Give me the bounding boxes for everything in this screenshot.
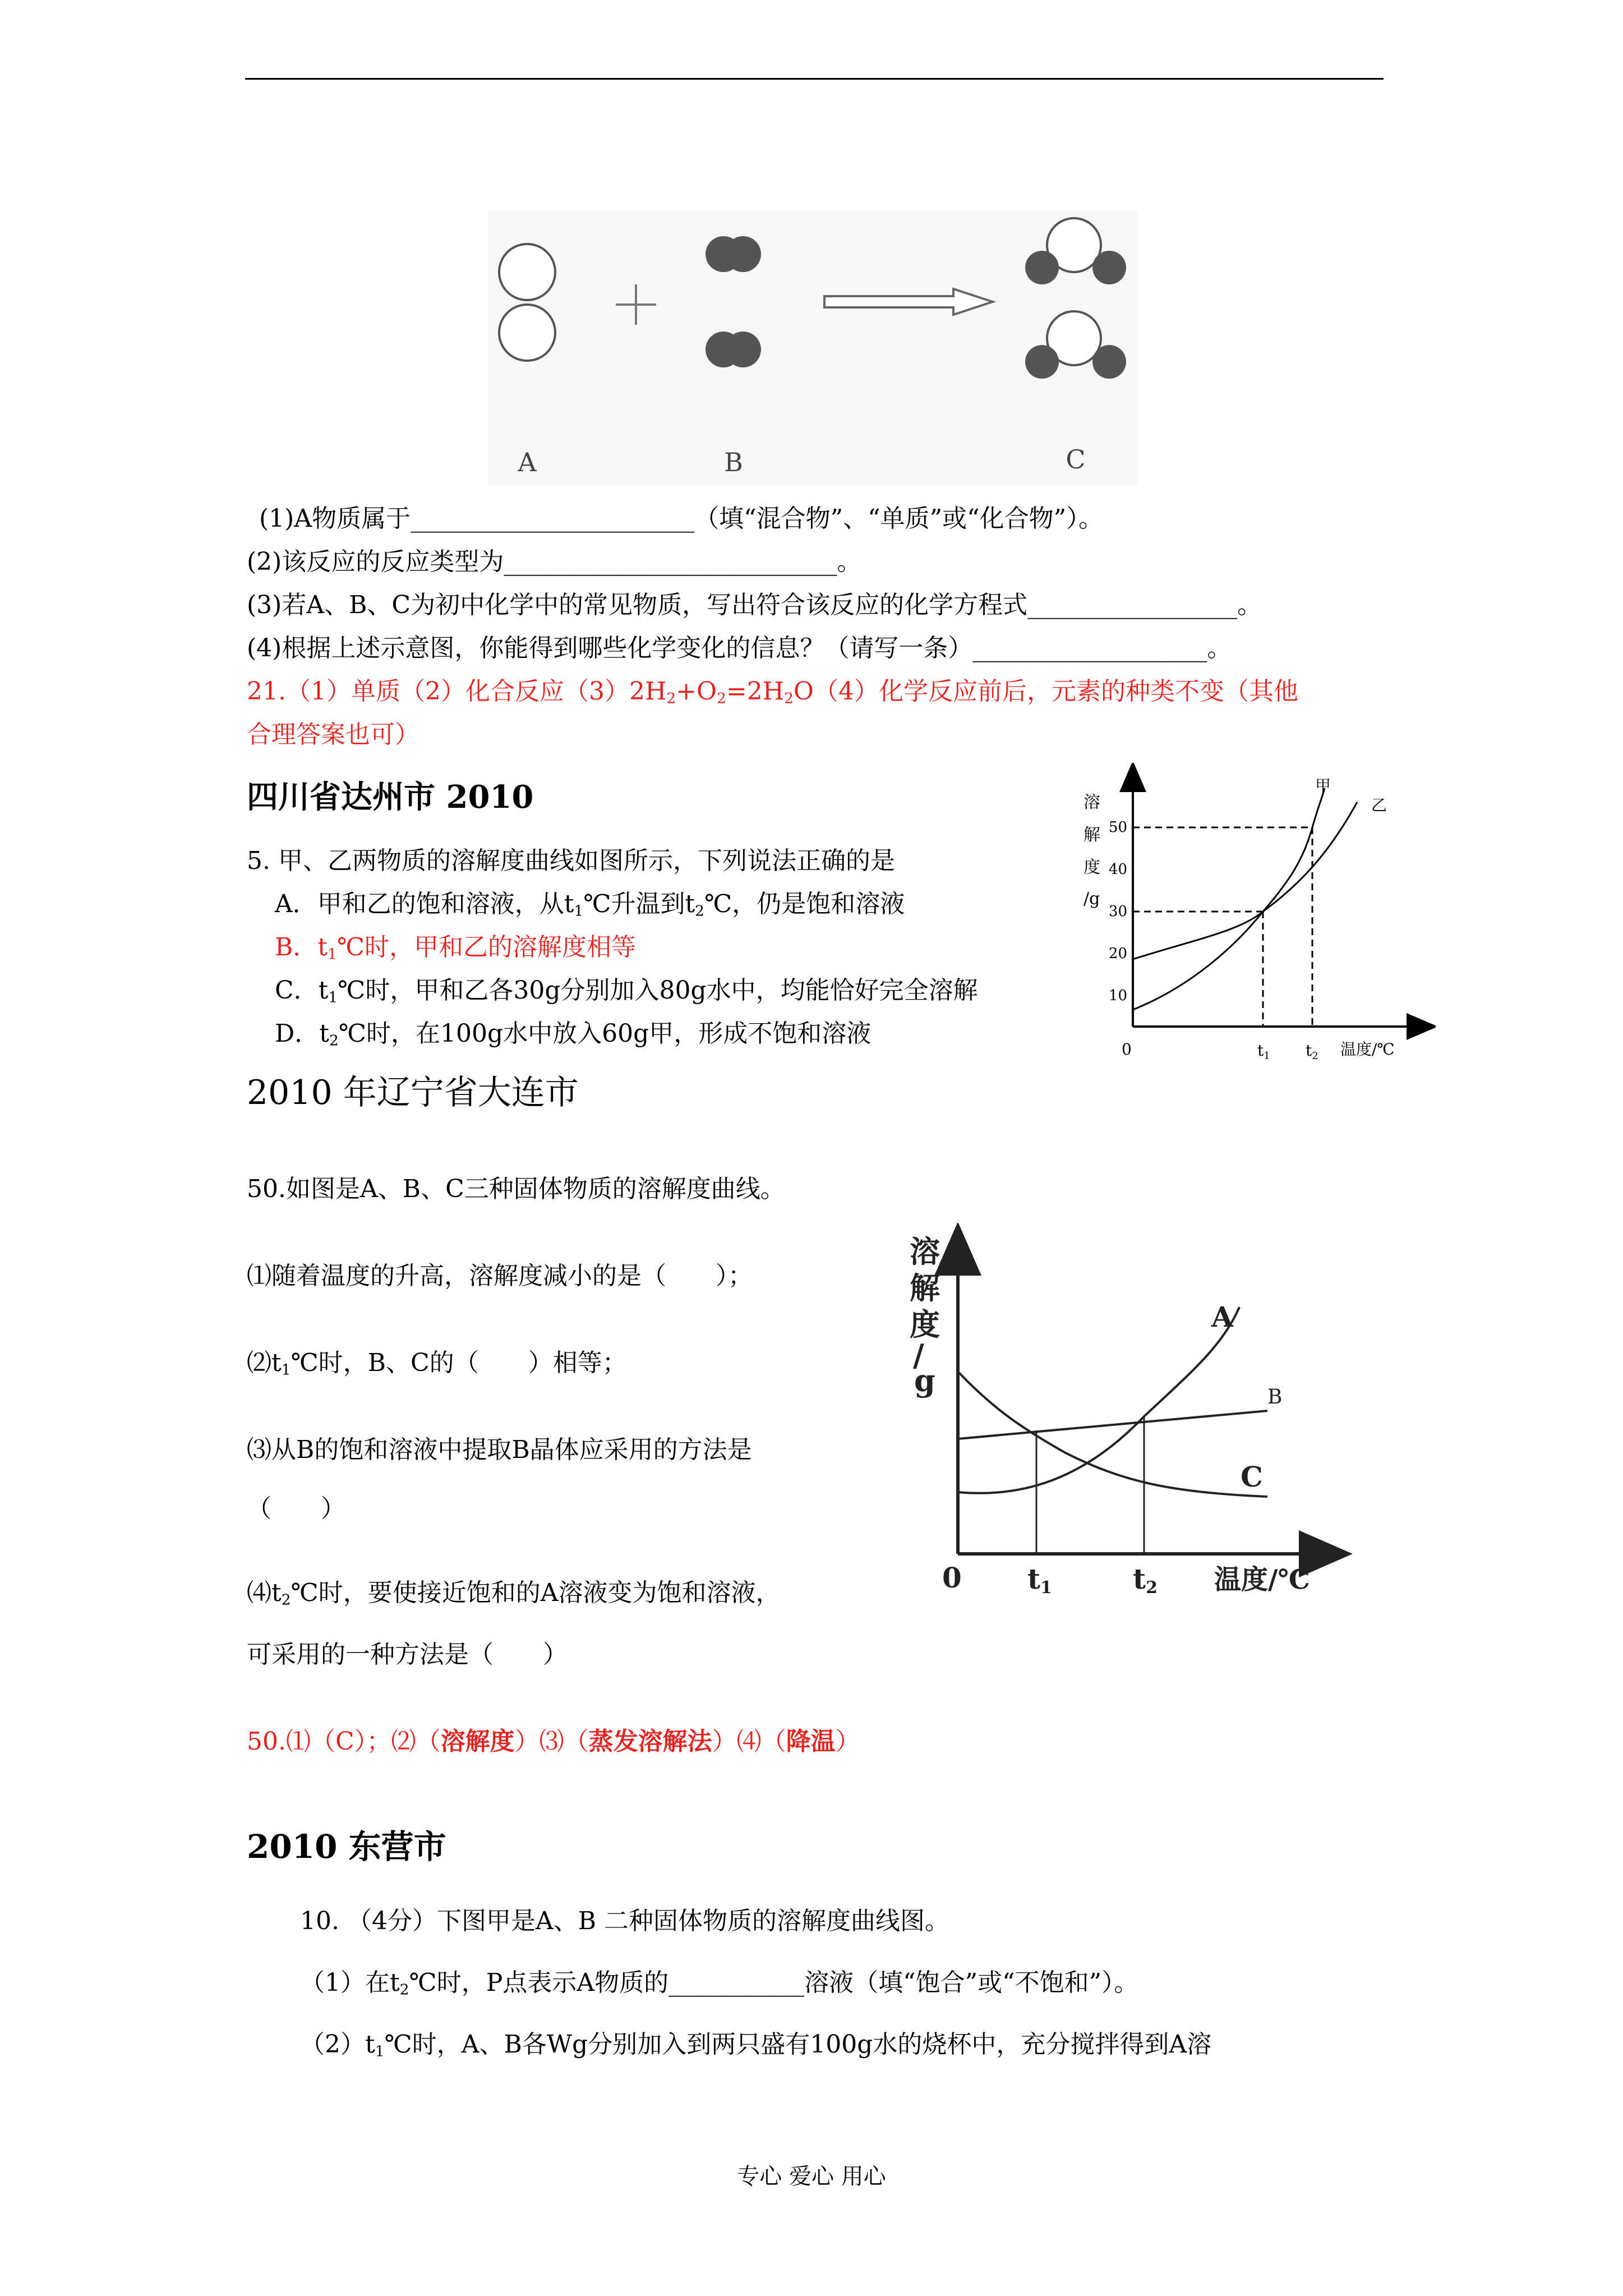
chart2-ylabel-2: 解	[910, 1270, 940, 1306]
dazhou-heading: 四川省达州市 2010	[247, 779, 534, 816]
b-molecule-bottom	[706, 332, 761, 367]
chart2-series-c: C	[1241, 1460, 1263, 1493]
chart1-tick-50: 50	[1108, 819, 1127, 836]
label-c: C	[1066, 444, 1086, 475]
dalian-q1: ⑴随着温度的升高，溶解度减小的是（ ）；	[247, 1262, 753, 1290]
chart2-xlabel: 温度/℃	[1214, 1564, 1311, 1595]
dalian-answer: 50.⑴（C）；⑵（溶解度）⑶（蒸发溶解法）⑷（降温）	[247, 1727, 860, 1756]
chart2-ylabel-5: g	[914, 1363, 935, 1398]
dazhou-option-c: C．$t_1℃$时，甲和乙各30g分别加入80g水中，均能恰好完全溶解	[275, 976, 978, 1006]
dazhou-option-b: B．$t_1℃$时，甲和乙的溶解度相等	[275, 933, 637, 963]
chart1-tick-30: 30	[1108, 903, 1127, 920]
chart1-curve-yi	[1133, 802, 1357, 959]
dongying-question: 10. （4分）下图甲是A、B 二种固体物质的溶解度曲线图。	[300, 1907, 950, 1935]
chart1-ylabel-1: 溶	[1083, 793, 1100, 812]
q21-answer-line2: 合理答案也可）	[247, 720, 419, 749]
dazhou-option-a: A．甲和乙的饱和溶液，从$t_1℃$升温到$t_2℃$，仍是饱和溶液	[275, 890, 905, 920]
dalian-q3-line2: （ ）	[247, 1494, 345, 1523]
chart1-curve-jia	[1133, 788, 1325, 1010]
chart2-ylabel-3: 度	[910, 1306, 940, 1342]
chart2-ylabel-1: 溶	[910, 1234, 940, 1269]
chart1-tick-t1: $t_1$	[1257, 1041, 1270, 1062]
chart2-series-b: B	[1267, 1386, 1283, 1409]
dalian-q3-line1: ⑶从B的饱和溶液中提取B晶体应采用的方法是	[247, 1435, 752, 1464]
dalian-q2: $⑵t_1℃$时，B、C的（ ）相等；	[247, 1349, 627, 1379]
dongying-q1: （1）在$t_2℃$时，P点表示A物质的___________溶液（填“饱合”或“不饱和”）。	[300, 1968, 1139, 1999]
a-atom-bottom	[499, 305, 555, 361]
solubility-chart-jia-yi	[1066, 763, 1436, 1077]
dazhou-option-d: D．$t_2℃$时，在100g水中放入60g甲，形成不饱和溶液	[275, 1019, 872, 1050]
label-a: A	[518, 447, 537, 477]
chart1-ylabel-4: /g	[1083, 889, 1100, 909]
chart1-tick-20: 20	[1108, 945, 1127, 962]
chart2-series-a: A	[1211, 1300, 1233, 1333]
q21-answer-line1: 21.（1）单质（2）化合反应$(3)2H_2+O_2=2H_2O(4)$化学反应前后，元素的种类不变（其他	[247, 677, 1298, 707]
a-atom-top	[499, 244, 555, 300]
chart2-curve-a	[958, 1307, 1239, 1493]
chart2-tick-t1: t1	[1027, 1562, 1052, 1598]
q21-item2: (2)该反应的反应类型为___________________________。	[247, 547, 862, 576]
solubility-chart-abc	[897, 1223, 1363, 1616]
chart1-series-yi: 乙	[1371, 796, 1387, 815]
chart2-ylabel-4: /	[913, 1337, 924, 1373]
chart1-series-jia: 甲	[1315, 776, 1331, 795]
q21-item4: (4)根据上述示意图，你能得到哪些化学变化的信息？（请写一条）___________________。	[247, 634, 1232, 662]
header-rule	[245, 78, 1384, 80]
dongying-q2: $(2)t_1℃$时，A、B各Wg分别加入到两只盛有100g水的烧杯中，充分搅拌得到A溶	[300, 2030, 1212, 2060]
chart1-tick-t2: $t_2$	[1306, 1041, 1318, 1062]
chart1-tick-40: 40	[1108, 861, 1127, 878]
dongying-heading: 2010 东营市	[247, 1828, 446, 1866]
page-footer: 专心 爱心 用心	[737, 2164, 886, 2189]
q21-item3: (3)若A、B、C为初中化学中的常见物质，写出符合该反应的化学方程式_________________。	[247, 591, 1262, 619]
chart1-ylabel-2: 解	[1083, 825, 1100, 845]
chart1-ylabel-3: 度	[1083, 858, 1100, 877]
label-b: B	[724, 447, 743, 477]
chart2-origin: 0	[942, 1561, 962, 1594]
dazhou-question: 5. 甲、乙两物质的溶解度曲线如图所示，下列说法正确的是	[247, 846, 895, 875]
q21-item1: (1)A物质属于_______________________（填“混合物”、“单质”或“化合物”）。	[259, 504, 1104, 533]
chart1-tick-10: 10	[1108, 987, 1127, 1004]
reaction-diagram	[488, 210, 1138, 485]
dalian-question: 50.如图是A、B、C三种固体物质的溶解度曲线。	[247, 1175, 785, 1203]
chart1-origin: 0	[1122, 1040, 1132, 1059]
b-molecule-top	[706, 236, 761, 272]
chart1-xlabel: 温度/℃	[1340, 1040, 1395, 1059]
chart2-tick-t2: t2	[1133, 1562, 1158, 1598]
dalian-q4-line1: $⑷t_2℃$时，要使接近饱和的A溶液变为饱和溶液，	[247, 1579, 781, 1609]
dalian-q4-line2: 可采用的一种方法是（ ）	[247, 1640, 568, 1669]
dalian-heading: 2010 年辽宁省大连市	[247, 1073, 579, 1112]
